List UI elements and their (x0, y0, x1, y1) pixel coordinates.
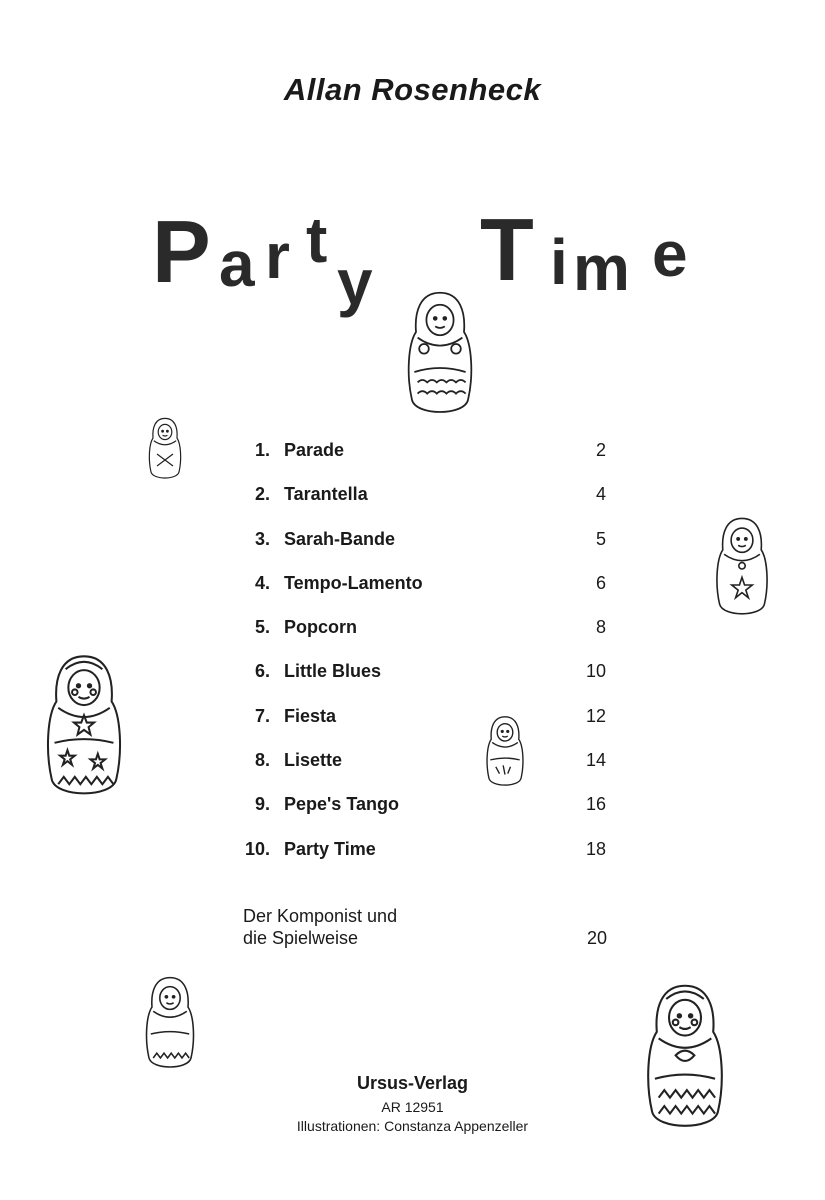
toc-entry[interactable] (238, 569, 610, 613)
title-letter-e: e (652, 218, 688, 290)
toc-number: 4. (254, 572, 270, 593)
toc-title: Popcorn (284, 617, 358, 638)
toc-entry[interactable] (238, 790, 610, 834)
title-letter-i: i (550, 226, 568, 298)
toc-title: Sarah-Bande (284, 528, 396, 549)
toc-number: 10. (244, 838, 270, 859)
toc-number: 6. (254, 661, 270, 682)
matryoshka-doll-illustration (38, 648, 130, 810)
toc-number: 8. (254, 750, 270, 771)
toc-entry[interactable] (238, 746, 610, 790)
toc-entry[interactable] (238, 480, 610, 524)
illustrator-credit: Illustrationen: Constanza Appenzeller (296, 1118, 529, 1134)
toc-title: Fiesta (284, 705, 337, 726)
publisher-block (0, 1073, 825, 1136)
toc-entry-komponist[interactable] (243, 905, 607, 949)
toc-entry[interactable] (238, 436, 610, 480)
toc-entry[interactable] (238, 657, 610, 701)
toc-title: Pepe's Tango (284, 794, 399, 815)
title-letter-p: P (152, 202, 211, 301)
toc-entry[interactable] (238, 702, 610, 746)
catalog-number: AR 12951 (381, 1099, 444, 1115)
toc-page: 16 (585, 794, 606, 815)
title-letter-r: r (265, 220, 290, 292)
toc-title: Lisette (284, 750, 343, 771)
toc-number: 2. (254, 484, 270, 505)
matryoshka-doll-illustration (400, 286, 480, 426)
book-title (0, 0, 825, 320)
toc-title: Little Blues (284, 661, 382, 682)
toc-number: 7. (254, 705, 270, 726)
toc-number: 9. (254, 794, 270, 815)
table-of-contents (238, 436, 610, 879)
toc-page: 10 (585, 661, 606, 682)
toc-title: Party Time (284, 838, 376, 859)
publisher-name: Ursus-Verlag (356, 1073, 469, 1093)
matryoshka-doll-illustration (140, 972, 200, 1078)
title-letter-y: y (337, 246, 373, 318)
toc-page: 18 (585, 838, 606, 859)
author-name: Allan Rosenheck (283, 72, 542, 107)
komponist-line-1: Der Komponist und (243, 906, 398, 926)
title-letter-T: T (480, 200, 534, 299)
toc-entry[interactable] (238, 835, 610, 879)
toc-title: Tarantella (284, 484, 368, 505)
toc-page: 5 (595, 528, 606, 549)
komponist-line-2: die Spielweise (243, 928, 359, 948)
title-letter-m: m (573, 232, 630, 304)
toc-page: 2 (595, 440, 606, 460)
matryoshka-doll-illustration (710, 506, 774, 632)
title-letter-t: t (306, 204, 328, 276)
toc-page: 14 (585, 750, 606, 771)
toc-page: 12 (585, 705, 606, 726)
toc-entry[interactable] (238, 613, 610, 657)
komponist-page: 20 (586, 928, 607, 948)
toc-title: Parade (284, 440, 345, 460)
toc-entry[interactable] (238, 525, 610, 569)
title-letter-a: a (219, 228, 255, 300)
toc-number: 3. (254, 528, 270, 549)
toc-page: 8 (595, 617, 606, 638)
toc-title: Tempo-Lamento (284, 572, 423, 593)
matryoshka-doll-illustration (145, 416, 185, 484)
toc-number: 1. (254, 440, 270, 460)
toc-page: 6 (595, 572, 606, 593)
toc-page: 4 (595, 484, 606, 505)
toc-number: 5. (254, 617, 270, 638)
